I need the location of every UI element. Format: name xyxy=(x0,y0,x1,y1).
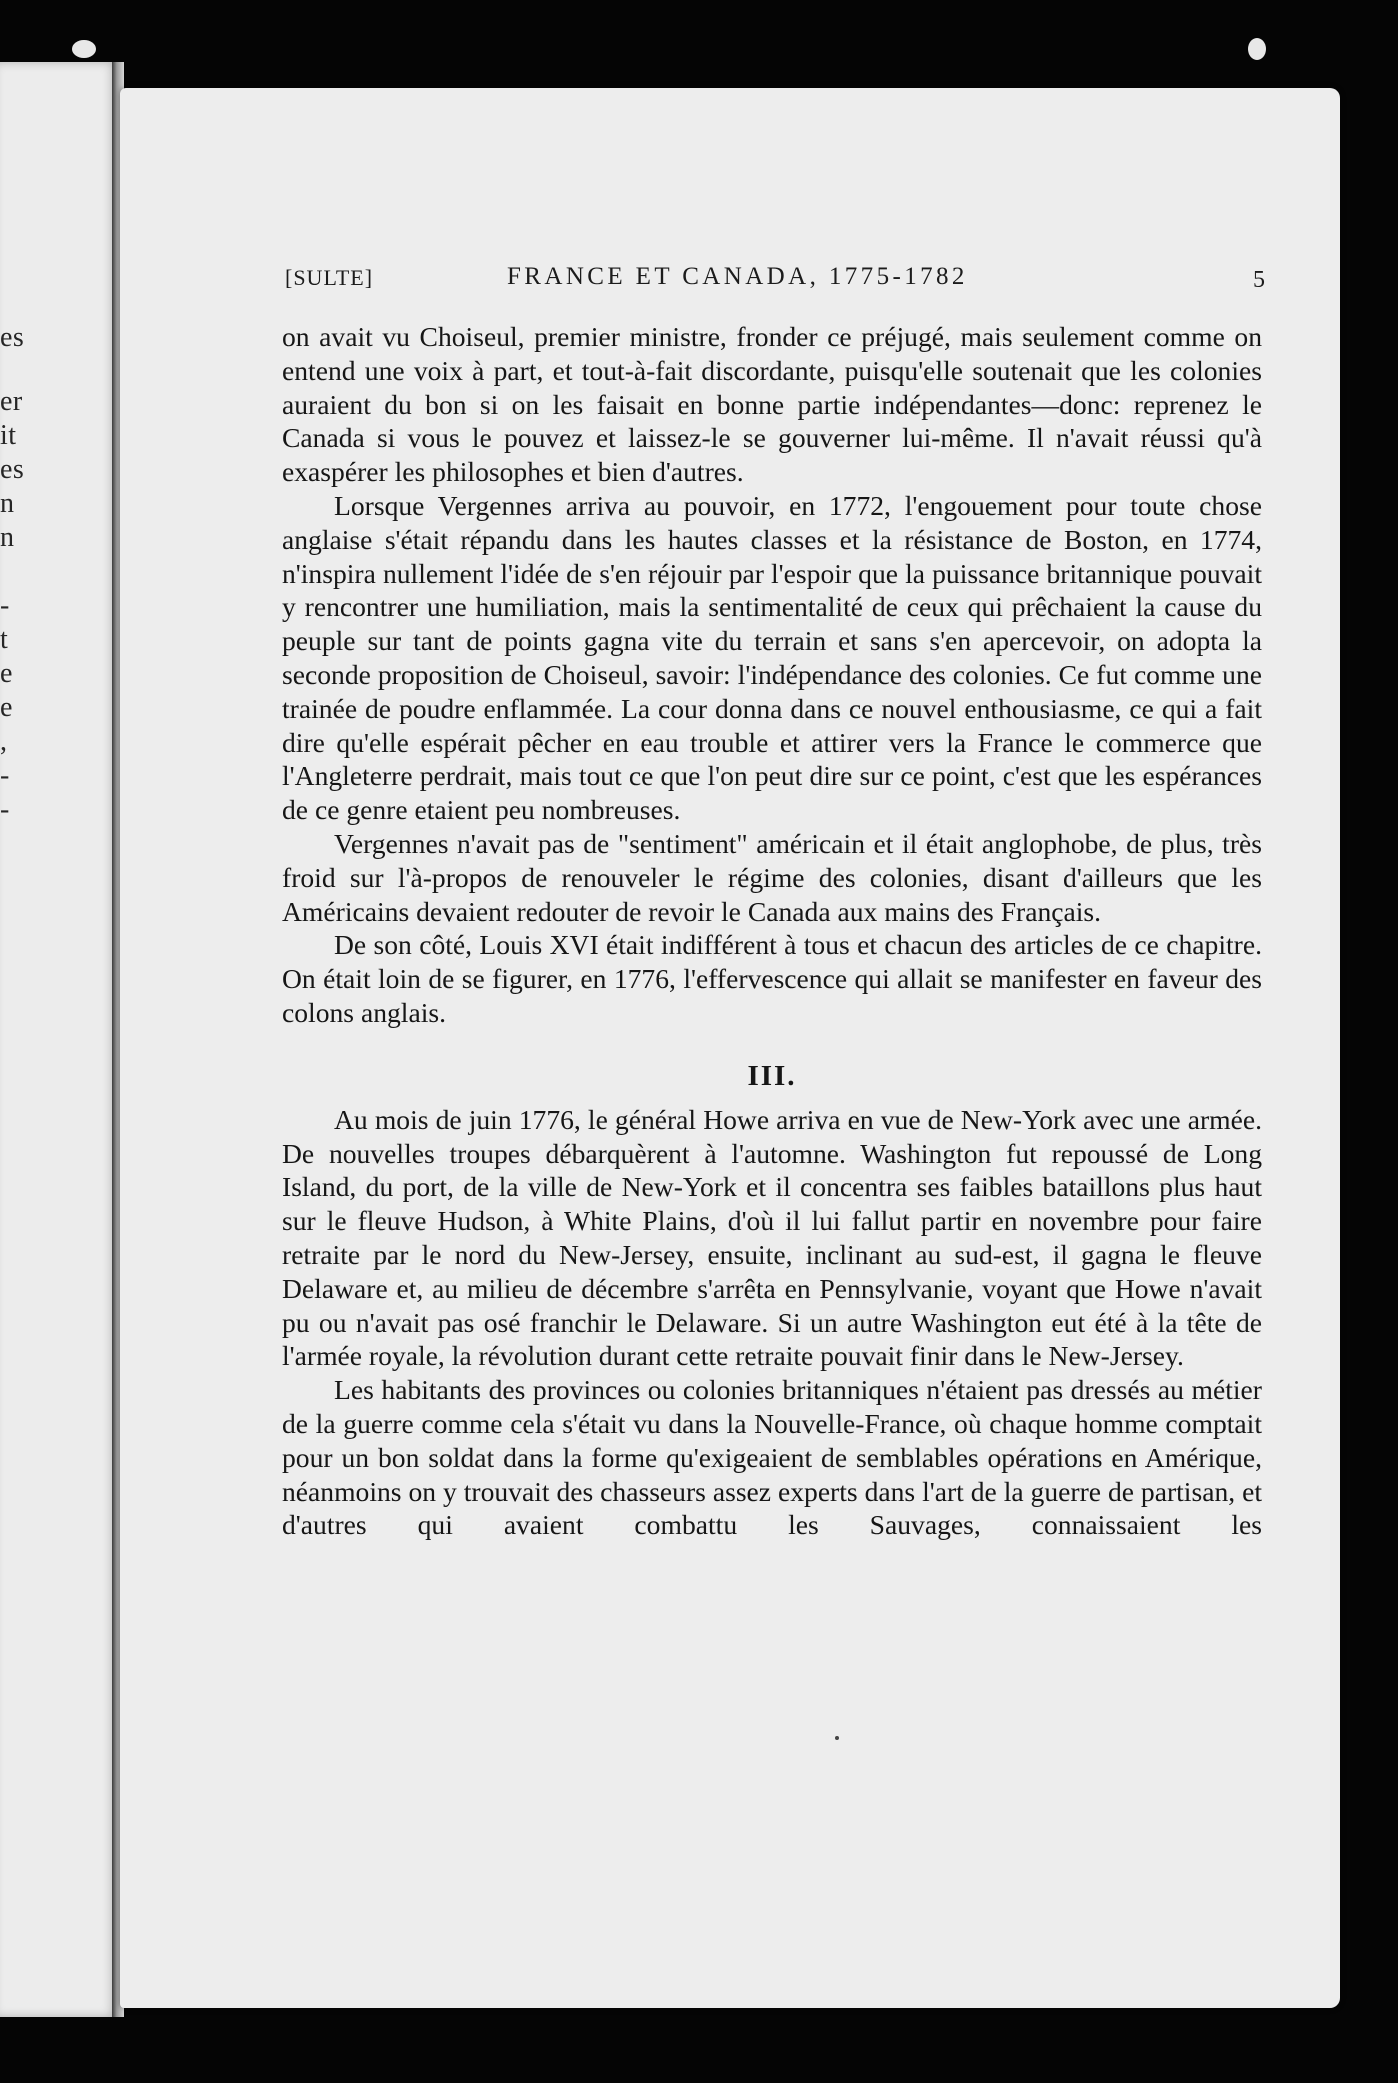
left-page-fragment: it xyxy=(0,420,17,451)
left-page-fragment: e xyxy=(0,692,13,723)
paragraph: Vergennes n'avait pas de "sentiment" américain et il était anglophobe, de plus, très froid sur l'à-propos de renouveler le régime des colonies, disant d'ailleurs que les Américains devaient redouter de revoir le Canada aux mains des Français. xyxy=(282,827,1262,927)
section-heading: III. xyxy=(747,1059,797,1092)
left-page-fragment: e xyxy=(0,658,13,689)
left-page-fragment: - xyxy=(0,590,10,621)
left-page-fragment: - xyxy=(0,760,10,791)
left-page-edge xyxy=(0,62,118,2017)
left-page-fragment: n xyxy=(0,488,15,519)
header-author: [SULTE] xyxy=(285,265,374,290)
left-page-fragment: es xyxy=(0,454,25,485)
left-page-fragment: , xyxy=(0,726,8,757)
book-page xyxy=(120,88,1340,2008)
page-number: 5 xyxy=(1253,267,1265,293)
paragraph: on avait vu Choiseul, premier ministre, fronder ce préjugé, mais seulement comme on entend une voix à part, et tout-à-fait discordante, puisqu'elle soutenait que les colonies auraient du bon si on les faisait en bonne partie indépendantes—donc: reprenez le Canada si vous le pouvez et laissez-le se gouverner lui-même. Il n'avait réussi qu'à exaspérer les philosophes et bien d'autres. xyxy=(282,321,1262,488)
left-page-fragment: n xyxy=(0,522,15,553)
left-page-fragment: er xyxy=(0,386,23,417)
left-page-fragment: es xyxy=(0,322,25,353)
scan-speck xyxy=(1248,38,1266,60)
page-speck xyxy=(835,1736,839,1740)
paragraph: Lorsque Vergennes arriva au pouvoir, en 1772, l'engouement pour toute chose anglaise s'était répandu dans les hautes classes et la résistance de Boston, en 1774, n'inspira nullement l'idée de s'en réjouir par l'espoir que la puissance britannique pouvait y rencontrer une humiliation, mais la sentimentalité de ceux qui prêchaient la cause du peuple sur tant de points gagna vite du terrain et sans s'en apercevoir, on adopta la seconde proposition de Choiseul, savoir: l'indépendance des colonies. Ce fut comme une trainée de poudre enflammée. La cour donna dans ce nouvel enthousiasme, ce qui a fait dire qu'elle espérait pêcher en eau trouble et attirer vers la France le commerce que l'Angleterre perdrait, mais tout ce que l'on peut dire sur ce point, c'est que les espérances de ce genre etaient peu nombreuses. xyxy=(282,489,1262,826)
left-page-fragment: - xyxy=(0,794,10,825)
scan-speck xyxy=(72,40,96,58)
page-body xyxy=(282,320,1262,1542)
running-header xyxy=(285,261,1265,301)
paragraph: Les habitants des provinces ou colonies britanniques n'étaient pas dressés au métier de la guerre comme cela s'était vu dans la Nouvelle-France, où chaque homme comptait pour un bon soldat dans la forme qu'exigeaient de semblables opérations en Amérique, néanmoins on y trouvait des chasseurs assez experts dans l'art de la guerre de partisan, et d'autres qui avaient combattu les Sauvages, connaissaient les xyxy=(282,1374,1262,1541)
paragraph: Au mois de juin 1776, le général Howe arriva en vue de New-York avec une armée. De nouvelles troupes débarquèrent à l'automne. Washington fut repoussé de Long Island, du port, de la ville de New-York et il concentra ses faibles bataillons plus haut sur le fleuve Hudson, à White Plains, d'où il lui fallut partir en novembre pour faire retraite par le nord du New-Jersey, ensuite, inclinant au sud-est, il gagna le fleuve Delaware et, au milieu de décembre s'arrêta en Pennsylvanie, voyant que Howe n'avait pu ou n'avait pas osé franchir le Delaware. Si un autre Washington eut été à la tête de l'armée royale, la révolution durant cette retraite pouvait finir dans le New-Jersey. xyxy=(282,1103,1262,1372)
left-page-fragment: t xyxy=(0,624,9,655)
paragraph: De son côté, Louis XVI était indifférent à tous et chacun des articles de ce chapitre. On était loin de se figurer, en 1776, l'effervescence qui allait se manifester en faveur des colons anglais. xyxy=(282,929,1262,1028)
header-title: FRANCE ET CANADA, 1775-1782 xyxy=(507,263,968,290)
